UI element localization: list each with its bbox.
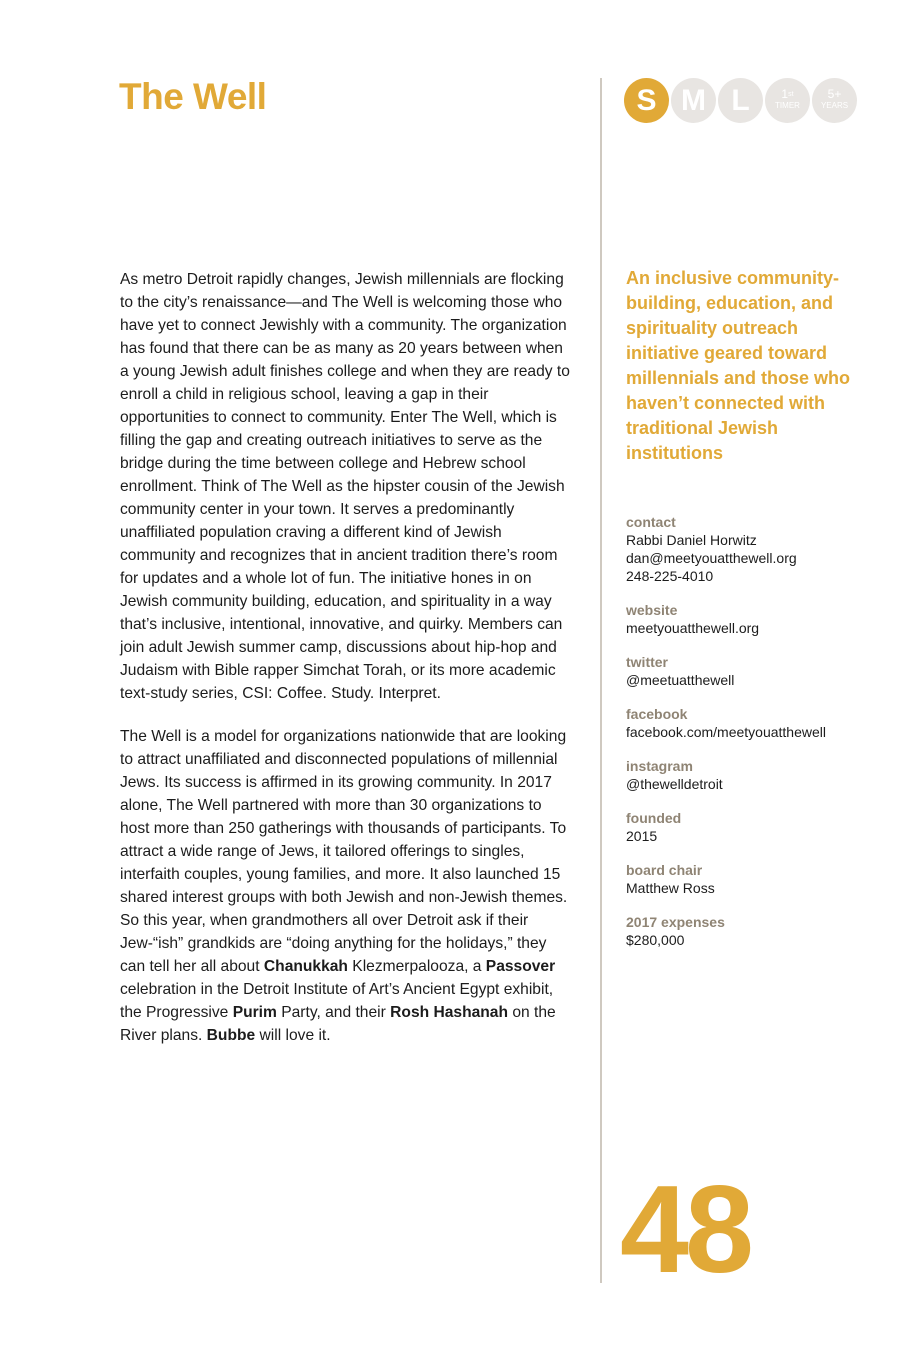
board-chair-name: Matthew Ross <box>626 880 715 896</box>
holiday-rosh-hashanah: Rosh Hashanah <box>390 1004 509 1021</box>
tagline: An inclusive community-building, education, and spirituality outreach initiative geared toward millennials and those who haven’t connected with traditional Jewish institutions <box>626 268 851 463</box>
article-body <box>120 268 570 1067</box>
paragraph-2-text: on the River plans. <box>120 1004 556 1044</box>
size-s-badge: S <box>624 78 669 123</box>
first-timer-sup: st <box>788 91 794 98</box>
facebook-block <box>626 706 886 741</box>
five-years-number: 5+ <box>827 87 842 101</box>
first-timer-number: 1 <box>781 87 789 101</box>
facebook-label: facebook <box>626 706 688 722</box>
contact-phone[interactable]: 248-225-4010 <box>626 568 714 584</box>
twitter-label: twitter <box>626 654 668 670</box>
contact-block <box>626 514 886 585</box>
size-m-badge: M <box>671 78 716 123</box>
paragraph-1: As metro Detroit rapidly changes, Jewish millennials are flocking to the city’s renaissance—and The Well is welcoming those who have yet to connect Jewishly with a community. The organization has found that there can be as many as 20 years between when a young Jewish adult finishes college and when they are ready to enroll a child in religious school, leaving a gap in their opportunities to connect to community. Enter The Well, which is filling the gap and creating outreach initiatives to serve as the bridge during the time between college and Hebrew school enrollment. Think of The Well as the hipster cousin of the Jewish community center in your town. It serves a predominantly unaffiliated population craving a different kind of Jewish community and recognizes that in ancient tradition there’s room for updates and a whole lot of fun. The initiative hones in on Jewish community building, education, and spirituality in a way that’s inclusive, intentional, innovative, and quirky. Members can join adult Jewish summer camp, discussions about hip-hop and Judaism with Bible rapper Simchat Torah, or its more academic text-study series, CSI: Coffee. Study. Interpret. <box>120 271 570 702</box>
founded-year: 2015 <box>626 828 658 844</box>
info-sidebar <box>626 514 886 966</box>
founded-block <box>626 810 886 845</box>
page-number: 48 <box>620 1161 750 1299</box>
instagram-label: instagram <box>626 758 693 774</box>
website-link[interactable]: meetyouatthewell.org <box>626 620 760 636</box>
vertical-divider <box>600 78 602 1283</box>
paragraph-2-text: The Well is a model for organizations nationwide that are looking to attract unaffiliated and disconnected populations of millennial Jews. Its success is affirmed in its growing community. In 2017 alone, The Well partnered with more than 30 organizations to host more than 250 gatherings with thousands of participants. To attract a wide range of Jews, it tailored offerings to singles, interfaith couples, young families, and more. It also launched 15 shared interest groups with both Jewish and non-Jewish themes. So this year, when grandmothers all over Detroit ask if their Jew-“ish” grandkids are “doing anything for the holidays,” they can tell her all about <box>120 728 568 975</box>
contact-name: Rabbi Daniel Horwitz <box>626 532 757 548</box>
contact-email[interactable]: dan@meetyouatthewell.org <box>626 550 797 566</box>
expenses-block <box>626 914 886 949</box>
founded-label: founded <box>626 810 682 826</box>
paragraph-2-text: celebration in the Detroit Institute of Art’s Ancient Egypt exhibit, the Progressive <box>120 981 554 1021</box>
five-years-label: YEARS <box>820 101 849 110</box>
paragraph-2 <box>120 725 570 1047</box>
holiday-passover: Passover <box>485 958 556 975</box>
twitter-handle[interactable]: @meetuatthewell <box>626 672 735 688</box>
five-years-badge <box>812 78 857 123</box>
first-timer-badge <box>765 78 810 123</box>
expenses-value: $280,000 <box>626 932 685 948</box>
first-timer-label: TIMER <box>775 101 800 110</box>
contact-label: contact <box>626 514 676 530</box>
website-block <box>626 602 886 637</box>
facebook-link[interactable]: facebook.com/meetyouatthewell <box>626 724 826 740</box>
paragraph-2-text: will love it. <box>255 1027 331 1044</box>
board-chair-label: board chair <box>626 862 703 878</box>
paragraph-2-text: Party, and their <box>276 1004 391 1021</box>
twitter-block <box>626 654 886 689</box>
expenses-label: 2017 expenses <box>626 914 725 930</box>
paragraph-2-text: Klezmerpalooza, a <box>347 958 486 975</box>
page-title: The Well <box>119 76 267 117</box>
holiday-chanukkah: Chanukkah <box>263 958 348 975</box>
website-label: website <box>626 602 678 618</box>
board-chair-block <box>626 862 886 897</box>
instagram-block <box>626 758 886 793</box>
holiday-purim: Purim <box>232 1004 277 1021</box>
size-l-badge: L <box>718 78 763 123</box>
size-indicator <box>624 78 864 124</box>
bubbe-emphasis: Bubbe <box>206 1027 256 1044</box>
instagram-handle[interactable]: @thewelldetroit <box>626 776 723 792</box>
